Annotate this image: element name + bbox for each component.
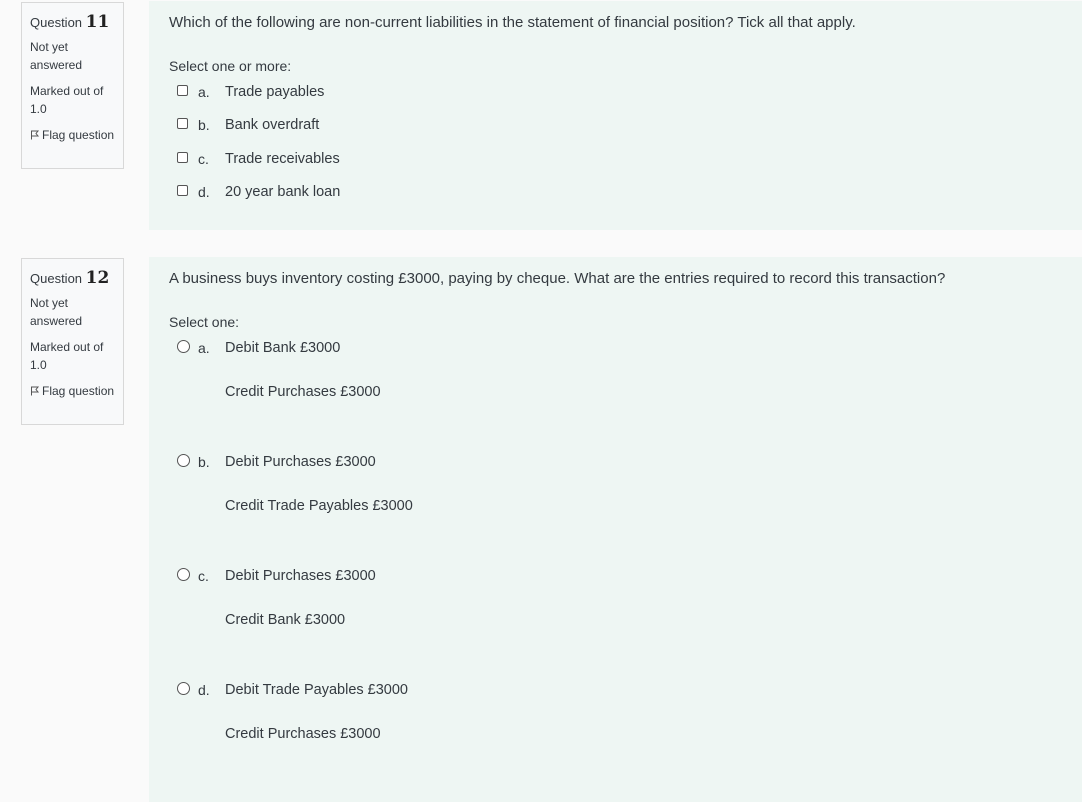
- question-content: [149, 1, 1082, 230]
- radio-a[interactable]: [177, 340, 190, 353]
- question-text: Which of the following are non-current liabilities in the statement of financial position? Tick all that apply.: [169, 14, 856, 31]
- option-label: Trade receivables: [225, 151, 340, 167]
- checkbox-b[interactable]: [177, 118, 188, 129]
- checkbox-a[interactable]: [177, 85, 188, 96]
- flag-question-button[interactable]: Flag question: [30, 126, 123, 144]
- radio-c[interactable]: [177, 568, 190, 581]
- checkbox-d[interactable]: [177, 185, 188, 196]
- radio-b[interactable]: [177, 454, 190, 467]
- flag-question-button[interactable]: Flag question: [30, 382, 123, 400]
- option-c[interactable]: c. Trade receivables: [169, 149, 1062, 169]
- question-info: [21, 258, 124, 425]
- answer-prompt: Select one or more:: [169, 58, 292, 74]
- question-grade: Marked out of 1.0: [30, 84, 104, 116]
- option-line2: Credit Purchases £3000: [225, 726, 381, 742]
- answer-prompt: Select one:: [169, 314, 240, 330]
- question-content: [149, 257, 1082, 802]
- option-line2: Credit Purchases £3000: [225, 384, 381, 400]
- option-c[interactable]: c. Debit Purchases £3000 Credit Bank £3000: [169, 566, 1062, 586]
- option-a[interactable]: a. Debit Bank £3000 Credit Purchases £3000: [169, 338, 1062, 358]
- option-b[interactable]: b. Bank overdraft: [169, 115, 1062, 135]
- question-state: Not yet answered: [30, 40, 83, 72]
- question-text: A business buys inventory costing £3000, paying by cheque. What are the entries required to record this transaction?: [169, 270, 946, 287]
- option-line1: Debit Purchases £3000: [225, 454, 376, 470]
- option-line2: Credit Trade Payables £3000: [225, 498, 413, 514]
- question-info: [21, 2, 124, 169]
- option-label: Trade payables: [225, 84, 325, 100]
- checkbox-c[interactable]: [177, 152, 188, 163]
- question-state: Not yet answered: [30, 296, 83, 328]
- radio-d[interactable]: [177, 682, 190, 695]
- option-label: Bank overdraft: [225, 117, 320, 133]
- option-a[interactable]: a. Trade payables: [169, 82, 1062, 102]
- flag-icon: [30, 386, 40, 396]
- question-number: Question 11: [30, 12, 110, 32]
- option-d[interactable]: d. 20 year bank loan: [169, 182, 1062, 202]
- option-line1: Debit Purchases £3000: [225, 568, 376, 584]
- option-line1: Debit Trade Payables £3000: [225, 682, 408, 698]
- question-number: Question 12: [30, 268, 110, 288]
- option-label: 20 year bank loan: [225, 184, 341, 200]
- option-line1: Debit Bank £3000: [225, 340, 341, 356]
- question-grade: Marked out of 1.0: [30, 340, 104, 372]
- option-d[interactable]: d. Debit Trade Payables £3000 Credit Purchases £3000: [169, 680, 1062, 700]
- option-line2: Credit Bank £3000: [225, 612, 346, 628]
- option-b[interactable]: b. Debit Purchases £3000 Credit Trade Payables £3000: [169, 452, 1062, 472]
- flag-icon: [30, 130, 40, 140]
